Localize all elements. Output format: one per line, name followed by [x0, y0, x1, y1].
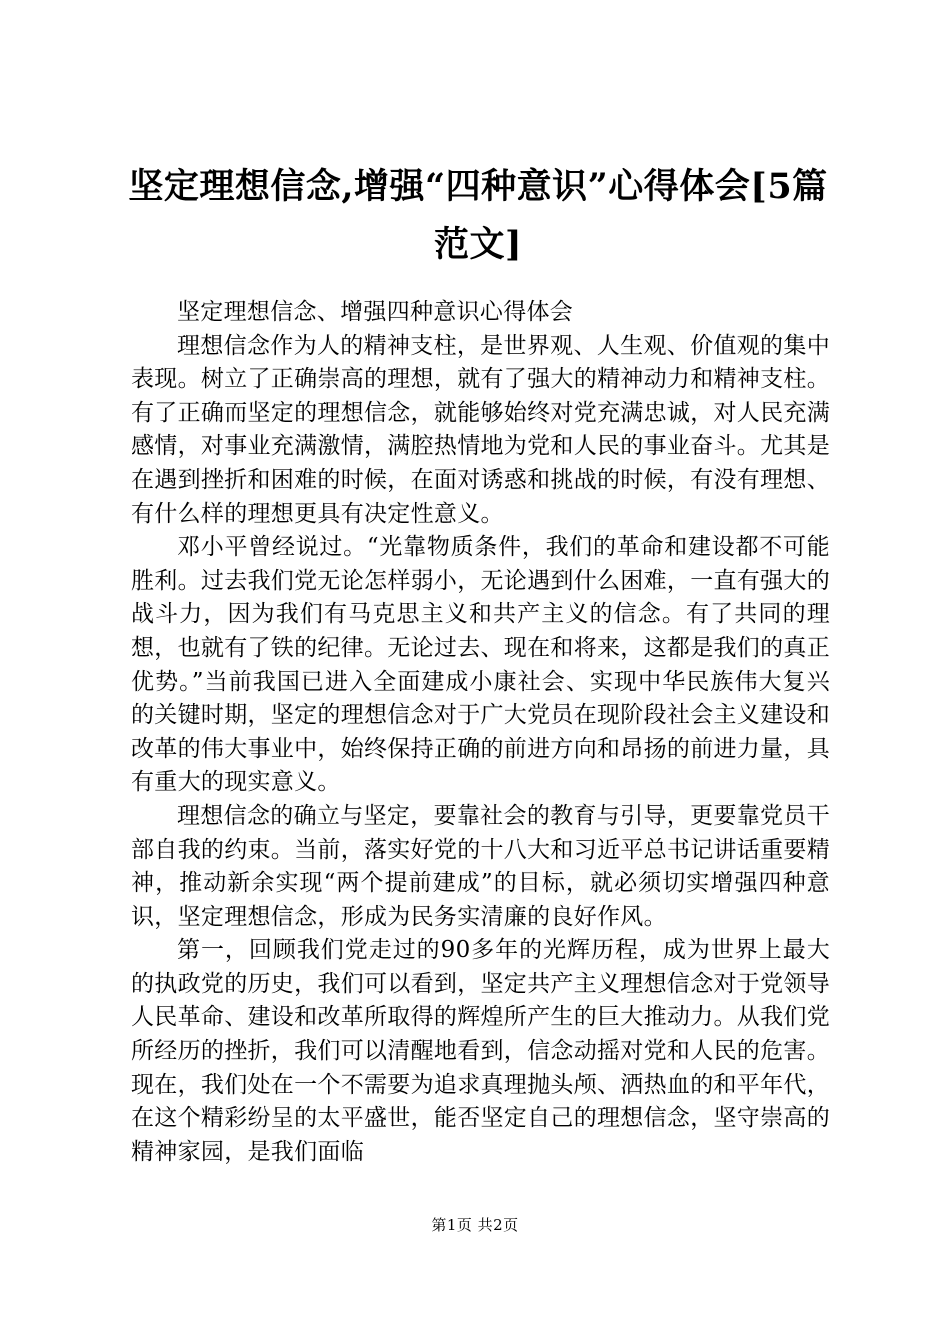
document-title: 坚定理想信念,增强“四种意识”心得体会[5篇范文] [128, 166, 828, 265]
page-number-footer: 第1页 共2页 [431, 1216, 519, 1234]
paragraph-3: 理想信念的确立与坚定，要靠社会的教育与引导，更要靠党员干部自我的约束。当前，落实好党的十八大和习近平总书记讲话重要精神，推动新余实现“两个提前建成”的目标，就必须切实增强四种意识，坚定理想信念，形成为民务实清廉的良好作风。 [131, 802, 830, 930]
document-subtitle: 坚定理想信念、增强四种意识心得体会 [177, 299, 574, 325]
paragraph-4: 第一，回顾我们党走过的90多年的光辉历程，成为世界上最大的执政党的历史，我们可以看到，坚定共产主义理想信念对于党领导人民革命、建设和改革所取得的辉煌所产生的巨大推动力。从我们党所经历的挫折，我们可以清醒地看到，信念动摇对党和人民的危害。现在，我们处在一个不需要为追求真理抛头颅、洒热血的和平年代，在这个精彩纷呈的太平盛世，能否坚定自己的理想信念，坚守崇高的精神家园，是我们面临 [131, 937, 830, 1165]
paragraph-1: 理想信念作为人的精神支柱，是世界观、人生观、价值观的集中表现。树立了正确崇高的理想，就有了强大的精神动力和精神支柱。有了正确而坚定的理想信念，就能够始终对党充满忠诚，对人民充满感情，对事业充满激情，满腔热情地为党和人民的事业奋斗。尤其是在遇到挫折和困难的时候，在面对诱惑和挑战的时候，有没有理想、有什么样的理想更具有决定性意义。 [131, 332, 830, 527]
paragraph-2: 邓小平曾经说过。“光靠物质条件，我们的革命和建设都不可能胜利。过去我们党无论怎样弱小，无论遇到什么困难，一直有强大的战斗力，因为我们有马克思主义和共产主义的信念。有了共同的理想，也就有了铁的纪律。无论过去、现在和将来，这都是我们的真正优势。”当前我国已进入全面建成小康社会、实现中华民族伟大复兴的关键时期，坚定的理想信念对于广大党员在现阶段社会主义建设和改革的伟大事业中，始终保持正确的前进方向和昂扬的前进力量，具有重大的现实意义。 [131, 534, 830, 796]
document-body [131, 296, 830, 1169]
